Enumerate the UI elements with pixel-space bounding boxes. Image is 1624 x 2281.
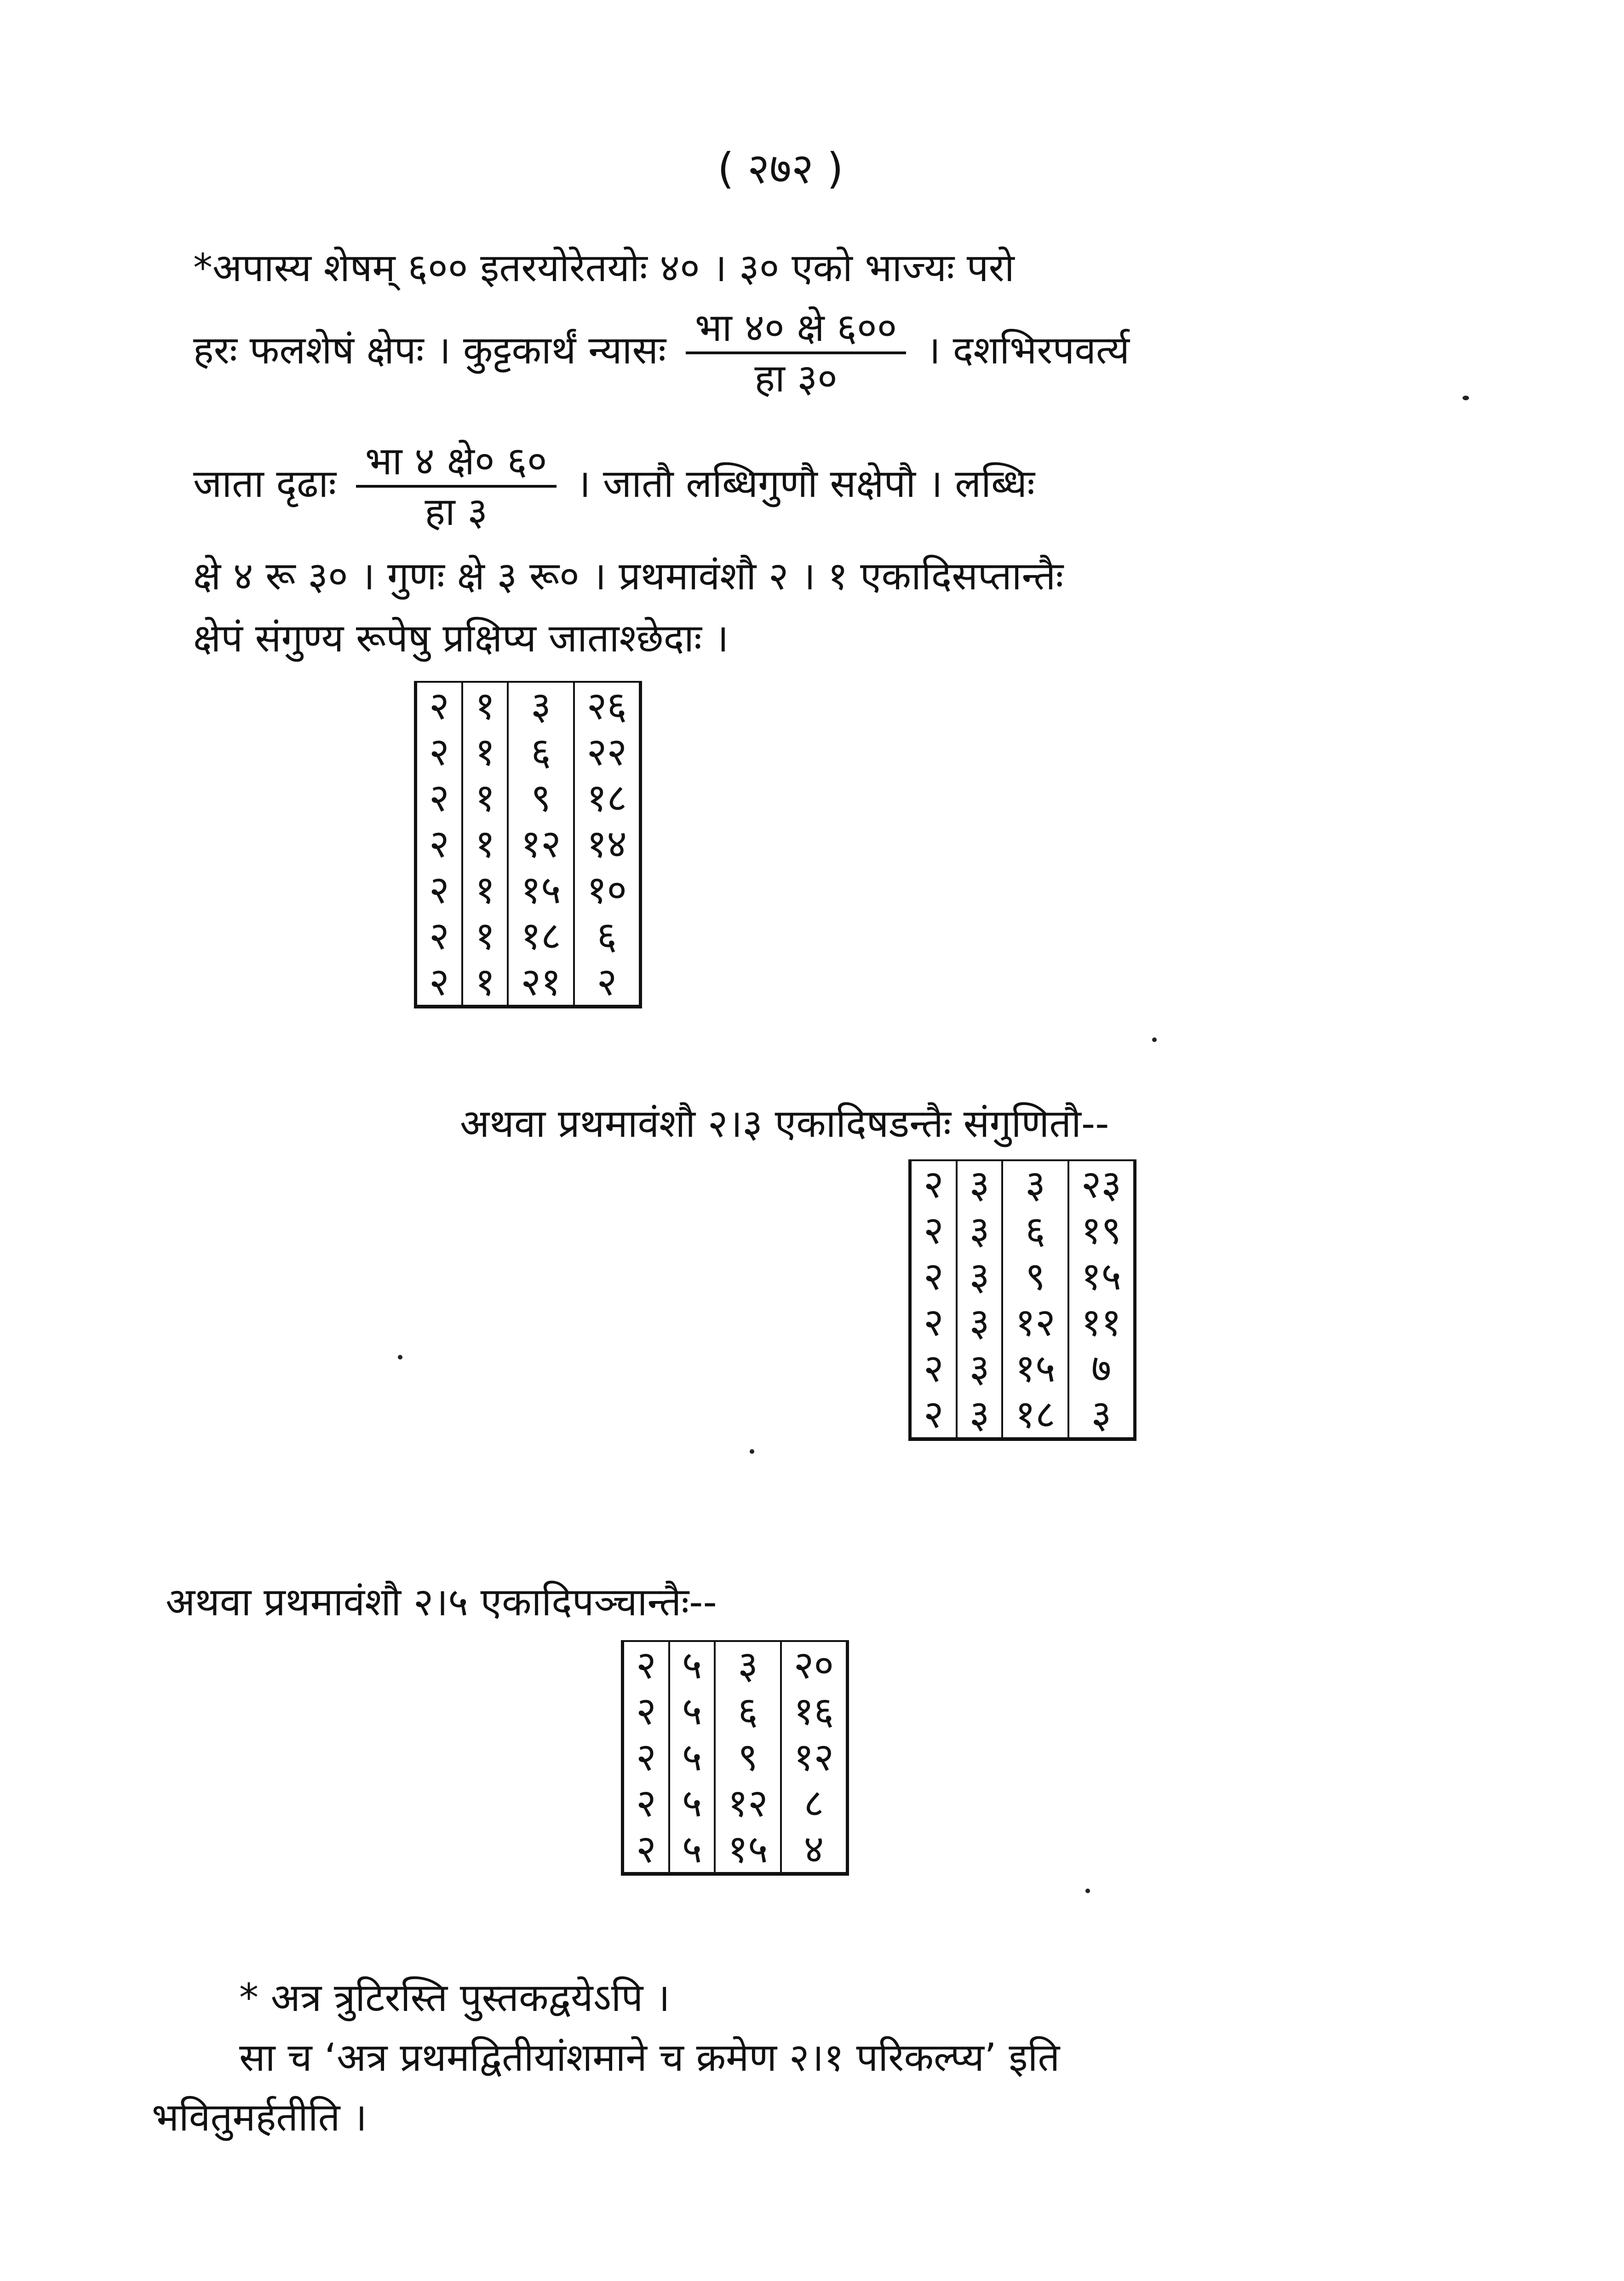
table-cell: ३: [957, 1299, 1003, 1345]
heading-2: अथवा प्रथमावंशौ २।३ एकादिषडन्तैः संगुणितौ--: [460, 1101, 1109, 1146]
table-cell: १२: [1002, 1299, 1068, 1345]
table-cell: २: [636, 1826, 656, 1872]
table-cell: १: [462, 913, 508, 959]
table-cell: २: [429, 959, 449, 1004]
fraction-dridha-numerator: भा ४ क्षे० ६०: [356, 442, 557, 488]
para-line-3-text-b: । जातौ लब्धिगुणौ सक्षेपौ । लब्धिः: [576, 461, 1035, 506]
table-row: [623, 1688, 848, 1734]
table-cell: २: [429, 729, 449, 774]
table-cell: ९: [508, 775, 574, 821]
table-cell: १: [462, 729, 508, 775]
table-cell: ५: [669, 1780, 715, 1826]
table-cell: २: [636, 1688, 656, 1734]
table-cell: ६: [508, 729, 574, 775]
table-1: [414, 681, 642, 1008]
table-cell: ३: [1002, 1160, 1068, 1207]
table-cell: २२: [574, 729, 641, 775]
table-row: [416, 775, 641, 821]
table-row: [416, 729, 641, 775]
table-cell: १०: [574, 867, 641, 913]
table-cell: ३: [957, 1345, 1003, 1391]
table-cell: ९: [1002, 1253, 1068, 1299]
table-row: [623, 1734, 848, 1780]
para-line-3-text-a: जाता दृढाः: [193, 461, 337, 506]
table-1-body: [416, 682, 641, 1007]
table-cell: ३: [957, 1207, 1003, 1253]
table-cell: १८: [574, 775, 641, 821]
heading-3: अथवा प्रथमावंशौ २।५ एकादिपञ्चान्तैः--: [166, 1579, 717, 1624]
table-cell: ११: [1068, 1299, 1135, 1345]
table-cell: २३: [1068, 1160, 1135, 1207]
fraction-nyasa-numerator: भा ४० क्षे ६००: [686, 308, 907, 354]
table-cell: २: [924, 1254, 944, 1299]
table-cell: २: [429, 821, 449, 866]
table-3-body: [623, 1641, 848, 1874]
footnote-line-1: * अत्र त्रुटिरस्ति पुस्तकद्वयेऽपि ।: [239, 1975, 670, 2020]
table-row: [910, 1345, 1135, 1391]
table-row: [416, 913, 641, 959]
table-cell: १: [462, 821, 508, 867]
table-cell: ५: [669, 1826, 715, 1874]
table-cell: १५: [508, 867, 574, 913]
print-speck: [398, 1355, 402, 1359]
table-cell: १९: [1068, 1207, 1135, 1253]
table-cell: १६: [781, 1688, 848, 1734]
table-cell: २६: [574, 682, 641, 729]
para-line-2-text-a: हरः फलशेषं क्षेपः । कुट्टकार्थं न्यासः: [193, 327, 666, 373]
table-cell: ४: [781, 1826, 848, 1874]
table-cell: २: [924, 1208, 944, 1253]
table-cell: ३: [1068, 1391, 1135, 1439]
table-cell: ८: [781, 1780, 848, 1826]
table-cell: ६: [715, 1688, 780, 1734]
table-cell: १५: [715, 1826, 780, 1874]
table-cell: १: [462, 959, 508, 1007]
print-speck: [1085, 1889, 1090, 1893]
fraction-nyasa: [686, 305, 907, 401]
table-cell: १२: [508, 821, 574, 867]
footnote-line-3: भवितुमर्हतीति ।: [152, 2095, 367, 2140]
para-line-2: [193, 305, 1130, 401]
table-2: [908, 1159, 1136, 1441]
table-cell: २: [429, 913, 449, 958]
table-cell: ५: [669, 1688, 715, 1734]
table-cell: २१: [508, 959, 574, 1007]
table-cell: १५: [1068, 1253, 1135, 1299]
table-cell: २०: [781, 1641, 848, 1688]
table-cell: ३: [957, 1253, 1003, 1299]
table-cell: १: [462, 775, 508, 821]
table-row: [623, 1826, 848, 1874]
table-cell: ५: [669, 1734, 715, 1780]
table-cell: २: [924, 1300, 944, 1345]
table-row: [910, 1207, 1135, 1253]
table-cell: २: [636, 1780, 656, 1826]
fraction-dridha-denominator: हा ३: [425, 489, 488, 534]
table-row: [416, 959, 641, 1007]
para-line-4: क्षे ४ रू ३० । गुणः क्षे ३ रू० । प्रथमावंशौ २ । १ एकादिसप्तान्तैः: [193, 553, 1064, 599]
table-cell: १२: [715, 1780, 780, 1826]
fraction-dridha: [356, 438, 557, 534]
table-cell: ३: [957, 1160, 1003, 1207]
table-cell: १८: [508, 913, 574, 959]
table-cell: ७: [1068, 1345, 1135, 1391]
table-cell: २: [429, 867, 449, 912]
para-line-3: [193, 438, 1035, 534]
table-cell: २: [574, 959, 641, 1007]
table-cell: २: [636, 1642, 656, 1688]
table-cell: १२: [781, 1734, 848, 1780]
table-cell: ६: [574, 913, 641, 959]
table-cell: ५: [669, 1641, 715, 1688]
table-cell: १८: [1002, 1391, 1068, 1439]
page-number: ( २७२ ): [717, 144, 844, 193]
table-cell: २: [429, 775, 449, 820]
table-cell: १: [462, 867, 508, 913]
table-cell: ३: [508, 682, 574, 729]
print-speck: [750, 1449, 754, 1454]
table-cell: २: [636, 1734, 656, 1780]
table-row: [416, 867, 641, 913]
table-cell: २: [924, 1392, 944, 1437]
table-row: [910, 1391, 1135, 1439]
table-cell: ६: [1002, 1207, 1068, 1253]
table-row: [910, 1160, 1135, 1207]
table-row: [623, 1641, 848, 1688]
table-cell: १५: [1002, 1345, 1068, 1391]
para-line-1: *अपास्य शेषम् ६०० इतरयोरेतयोः ४० । ३० एको भाज्यः परो: [193, 245, 1015, 290]
table-row: [416, 821, 641, 867]
fraction-nyasa-denominator: हा ३०: [754, 356, 838, 401]
table-cell: २: [429, 683, 449, 728]
para-line-5: क्षेपं संगुण्य रूपेषु प्रक्षिप्य जाताश्छेदाः ।: [193, 616, 729, 661]
table-row: [910, 1299, 1135, 1345]
table-row: [910, 1253, 1135, 1299]
footnote-line-2: सा च ‘अत्र प्रथमद्वितीयांशमाने च क्रमेण २।१ परिकल्प्य’ इति: [239, 2035, 1060, 2080]
table-3: [621, 1640, 849, 1876]
print-speck: [1152, 1037, 1157, 1042]
para-line-2-text-b: । दशभिरपवर्त्य: [926, 327, 1130, 373]
table-cell: २: [924, 1162, 944, 1207]
table-cell: ३: [957, 1391, 1003, 1439]
table-cell: ३: [715, 1641, 780, 1688]
table-2-body: [910, 1160, 1135, 1439]
table-row: [623, 1780, 848, 1826]
table-cell: ९: [715, 1734, 780, 1780]
print-speck: [1463, 396, 1469, 400]
table-cell: १४: [574, 821, 641, 867]
table-cell: १: [462, 682, 508, 729]
table-cell: २: [924, 1346, 944, 1391]
table-row: [416, 682, 641, 729]
